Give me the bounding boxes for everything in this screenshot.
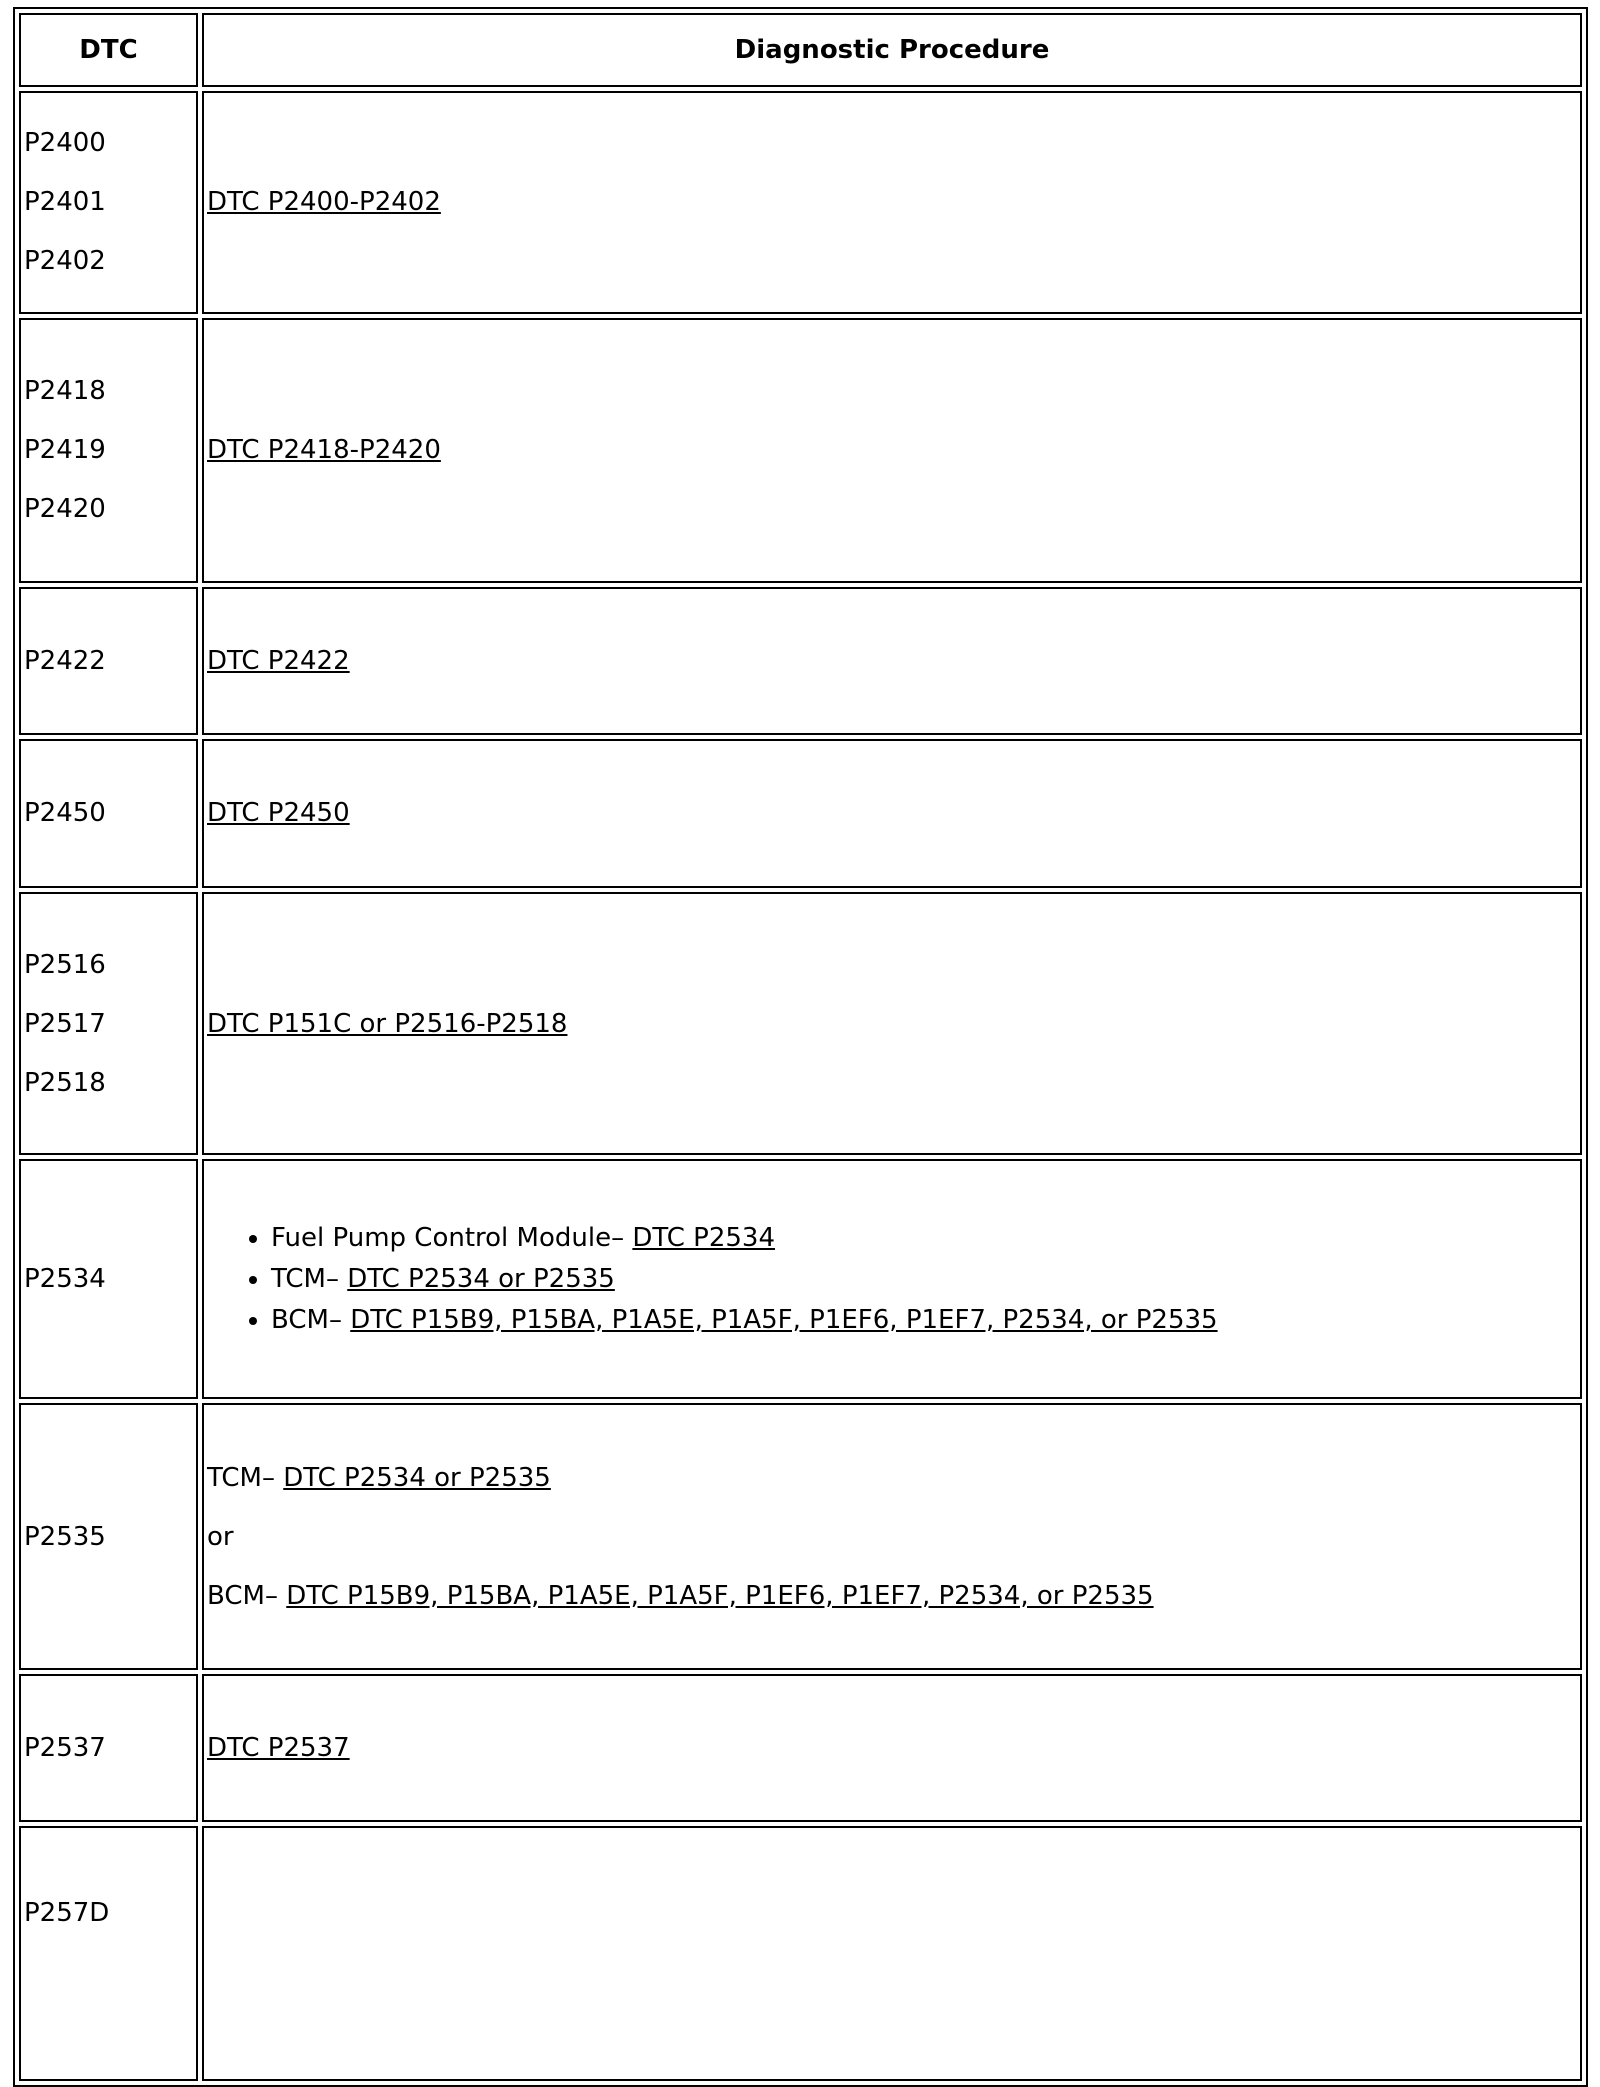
table-row — [19, 1826, 1582, 2081]
module-label: BCM– — [207, 1580, 287, 1611]
procedure-header: Diagnostic Procedure — [202, 13, 1582, 87]
dtc-cell — [19, 1826, 198, 2081]
procedure-cell — [202, 318, 1582, 583]
list-item — [271, 1300, 1580, 1341]
module-label: TCM– — [271, 1263, 348, 1294]
procedure-cell — [202, 1403, 1582, 1671]
list-item — [271, 1259, 1580, 1300]
table-row — [19, 91, 1582, 314]
procedure-link[interactable]: DTC P151C or P2516-P2518 — [207, 1008, 568, 1039]
procedure-cell — [202, 1674, 1582, 1822]
procedure-link[interactable]: DTC P2422 — [207, 645, 350, 676]
procedure-link[interactable]: DTC P2534 or P2535 — [283, 1462, 551, 1493]
procedure-link[interactable]: DTC P2534 — [632, 1222, 776, 1253]
procedure-cell — [202, 1826, 1582, 2081]
procedure-cell — [202, 739, 1582, 888]
dtc-cell — [19, 1674, 198, 1822]
dtc-code: P2534 — [24, 1264, 106, 1295]
dtc-code: P2537 — [24, 1733, 106, 1764]
table-row — [19, 1403, 1582, 1671]
dtc-code: P2418 — [24, 376, 106, 407]
module-label: Fuel Pump Control Module– — [271, 1222, 633, 1253]
table-row — [19, 587, 1582, 735]
dtc-cell — [19, 739, 198, 888]
table-row — [19, 318, 1582, 583]
dtc-code: P2401 — [24, 187, 106, 218]
module-label: TCM– — [207, 1462, 284, 1493]
procedure-line — [207, 1580, 1580, 1611]
procedure-link[interactable]: DTC P2537 — [207, 1733, 350, 1764]
procedure-link[interactable]: DTC P2400-P2402 — [207, 187, 441, 218]
procedure-cell — [202, 91, 1582, 314]
connector-text: or — [207, 1521, 234, 1552]
dtc-cell — [19, 587, 198, 735]
dtc-table — [13, 7, 1588, 2087]
dtc-code: P2517 — [24, 1008, 106, 1039]
procedure-link[interactable]: DTC P2450 — [207, 798, 350, 829]
dtc-cell — [19, 91, 198, 314]
dtc-code: P2422 — [24, 645, 106, 676]
dtc-code: P2535 — [24, 1521, 106, 1552]
module-label: BCM– — [271, 1304, 351, 1335]
dtc-code: P2420 — [24, 494, 106, 525]
table-row — [19, 892, 1582, 1156]
dtc-code: P2450 — [24, 798, 106, 829]
list-item — [271, 1218, 1580, 1259]
procedure-line — [207, 1462, 1580, 1493]
procedure-line — [207, 1521, 1580, 1552]
table-row — [19, 1674, 1582, 1822]
dtc-cell — [19, 1159, 198, 1398]
dtc-code: P2402 — [24, 246, 106, 277]
procedure-link[interactable]: DTC P15B9, P15BA, P1A5E, P1A5F, P1EF6, P1EF7, P2534, or P2535 — [350, 1304, 1218, 1335]
header-row — [19, 13, 1582, 87]
dtc-code: P257D — [24, 1898, 110, 1929]
dtc-code: P2419 — [24, 435, 106, 466]
procedure-cell — [202, 1159, 1582, 1398]
table-row — [19, 739, 1582, 888]
procedure-link[interactable]: DTC P15B9, P15BA, P1A5E, P1A5F, P1EF6, P1EF7, P2534, or P2535 — [286, 1580, 1154, 1611]
procedure-cell — [202, 587, 1582, 735]
dtc-code: P2400 — [24, 128, 106, 159]
dtc-code: P2516 — [24, 949, 106, 980]
dtc-cell — [19, 1403, 198, 1671]
procedure-link[interactable]: DTC P2418-P2420 — [207, 435, 441, 466]
procedure-link[interactable]: DTC P2534 or P2535 — [347, 1263, 615, 1294]
procedure-cell — [202, 892, 1582, 1156]
dtc-code: P2518 — [24, 1067, 106, 1098]
dtc-cell — [19, 892, 198, 1156]
table-row — [19, 1159, 1582, 1398]
procedure-bullet-list — [207, 1218, 1580, 1341]
dtc-header: DTC — [19, 13, 198, 87]
dtc-cell — [19, 318, 198, 583]
